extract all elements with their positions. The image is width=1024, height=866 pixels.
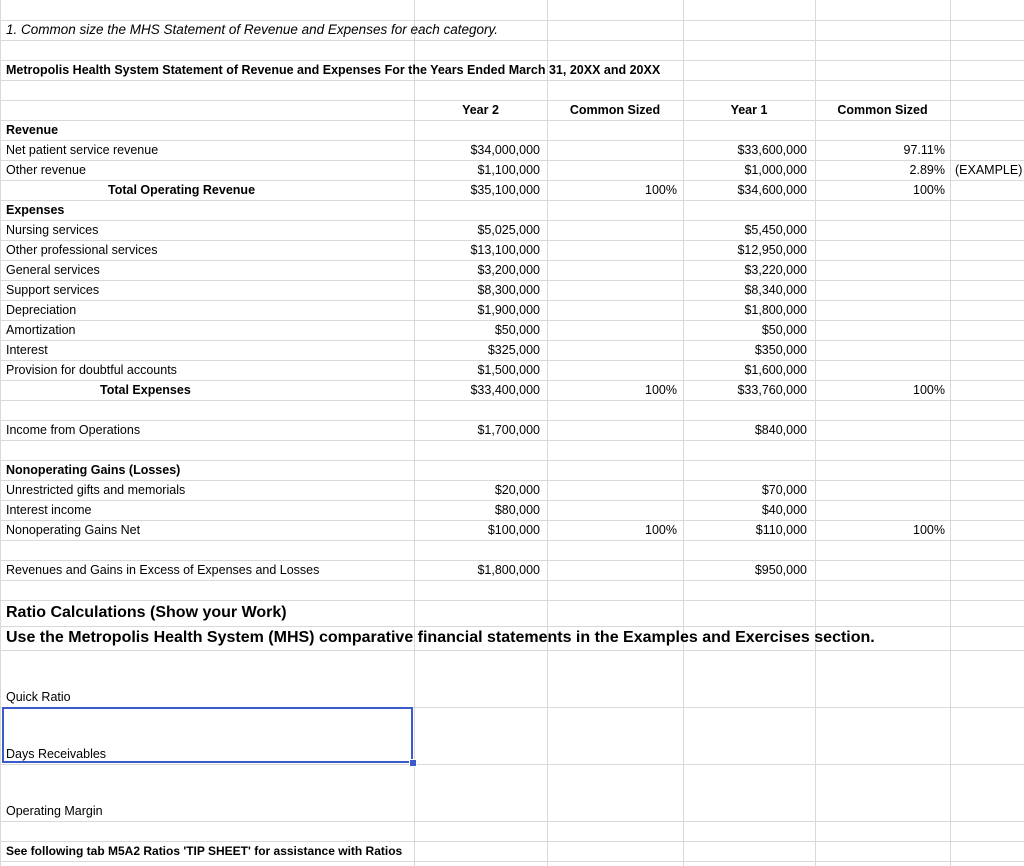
income-ops-label: Income from Operations [6, 423, 141, 437]
common-sized-value: 100% [645, 523, 677, 537]
operating-margin-label: Operating Margin [6, 804, 103, 818]
year1-value: $950,000 [754, 563, 807, 577]
expenses-heading: Expenses [6, 203, 65, 217]
row-label: Support services [6, 283, 100, 297]
row-label: Amortization [6, 323, 76, 337]
selected-cell[interactable] [2, 707, 413, 763]
year2-value: $1,900,000 [477, 303, 540, 317]
fill-handle[interactable] [409, 759, 417, 767]
year1-value: $5,450,000 [744, 223, 807, 237]
year2-value: $35,100,000 [470, 183, 540, 197]
common-sized-value: 100% [645, 183, 677, 197]
year2-value: $1,500,000 [477, 363, 540, 377]
year1-value: $1,600,000 [744, 363, 807, 377]
year1-value: $1,800,000 [744, 303, 807, 317]
year2-value: $50,000 [494, 323, 540, 337]
year1-value: $34,600,000 [737, 183, 807, 197]
year2-value: $1,100,000 [477, 163, 540, 177]
year2-value: $34,000,000 [470, 143, 540, 157]
excess-label: Revenues and Gains in Excess of Expenses and Losses [6, 563, 320, 577]
year2-value: $80,000 [494, 503, 540, 517]
year1-value: $70,000 [761, 483, 807, 497]
year1-value: $33,600,000 [737, 143, 807, 157]
year1-value: $12,950,000 [737, 243, 807, 257]
year1-value: $50,000 [761, 323, 807, 337]
row-label: Nursing services [6, 223, 99, 237]
year2-value: $5,025,000 [477, 223, 540, 237]
row-label-total: Total Operating Revenue [108, 183, 256, 197]
instruction-text: 1. Common size the MHS Statement of Revenue and Expenses for each category. [6, 22, 499, 37]
year2-value: $33,400,000 [470, 383, 540, 397]
gridline-v [0, 0, 1, 866]
row-label: Unrestricted gifts and memorials [6, 483, 186, 497]
year2-value: $100,000 [487, 523, 540, 537]
year2-value: $3,200,000 [477, 263, 540, 277]
row-label: Other professional services [6, 243, 158, 257]
gridline-v [547, 0, 548, 866]
gridline-v [815, 0, 816, 866]
common-sized-value: 100% [913, 183, 945, 197]
year1-value: $1,000,000 [744, 163, 807, 177]
year1-value: $40,000 [761, 503, 807, 517]
year1-value: $8,340,000 [744, 283, 807, 297]
example-note: (EXAMPLE) [955, 163, 1023, 177]
row-label-total: Total Expenses [100, 383, 191, 397]
year1-value: $110,000 [755, 523, 807, 537]
year1-value: $350,000 [754, 343, 807, 357]
year2-value: $1,700,000 [477, 423, 540, 437]
year1-value: $3,220,000 [744, 263, 807, 277]
common-sized-value: 100% [913, 523, 945, 537]
gridline-v [950, 0, 951, 866]
days-receivables-label: Days Receivables [6, 747, 107, 761]
common-sized-value: 100% [645, 383, 677, 397]
year2-value: $325,000 [487, 343, 540, 357]
row-label: Net patient service revenue [6, 143, 159, 157]
row-label: Depreciation [6, 303, 77, 317]
row-label: Provision for doubtful accounts [6, 363, 177, 377]
year2-value: $20,000 [494, 483, 540, 497]
quick-ratio-label: Quick Ratio [6, 690, 71, 704]
common-sized-value: 97.11% [903, 143, 945, 157]
row-label: General services [6, 263, 100, 277]
common-sized-value: 2.89% [909, 163, 945, 177]
nonop-heading: Nonoperating Gains (Losses) [6, 463, 181, 477]
row-label: Interest [6, 343, 48, 357]
row-label: Interest income [6, 503, 92, 517]
year1-value: $840,000 [754, 423, 807, 437]
year1-value: $33,760,000 [737, 383, 807, 397]
header-common-sized-1: Common Sized [569, 103, 661, 117]
year2-value: $1,800,000 [477, 563, 540, 577]
row-label: Nonoperating Gains Net [6, 523, 141, 537]
header-year2: Year 2 [462, 103, 499, 117]
header-year1: Year 1 [730, 103, 768, 117]
common-sized-value: 100% [913, 383, 945, 397]
year2-value: $8,300,000 [477, 283, 540, 297]
footer-note: See following tab M5A2 Ratios 'TIP SHEET' for assistance with Ratios [6, 844, 403, 858]
statement-title: Metropolis Health System Statement of Revenue and Expenses For the Years Ended March 31, 20XX and 20XX [6, 63, 661, 77]
row-label: Other revenue [6, 163, 86, 177]
revenue-heading: Revenue [6, 123, 59, 137]
ratio-subtitle: Use the Metropolis Health System (MHS) comparative financial statements in the Examples and Exercises section. [6, 629, 875, 646]
header-common-sized-2: Common Sized [837, 103, 928, 117]
year2-value: $13,100,000 [470, 243, 540, 257]
ratio-title: Ratio Calculations (Show your Work) [6, 604, 287, 621]
